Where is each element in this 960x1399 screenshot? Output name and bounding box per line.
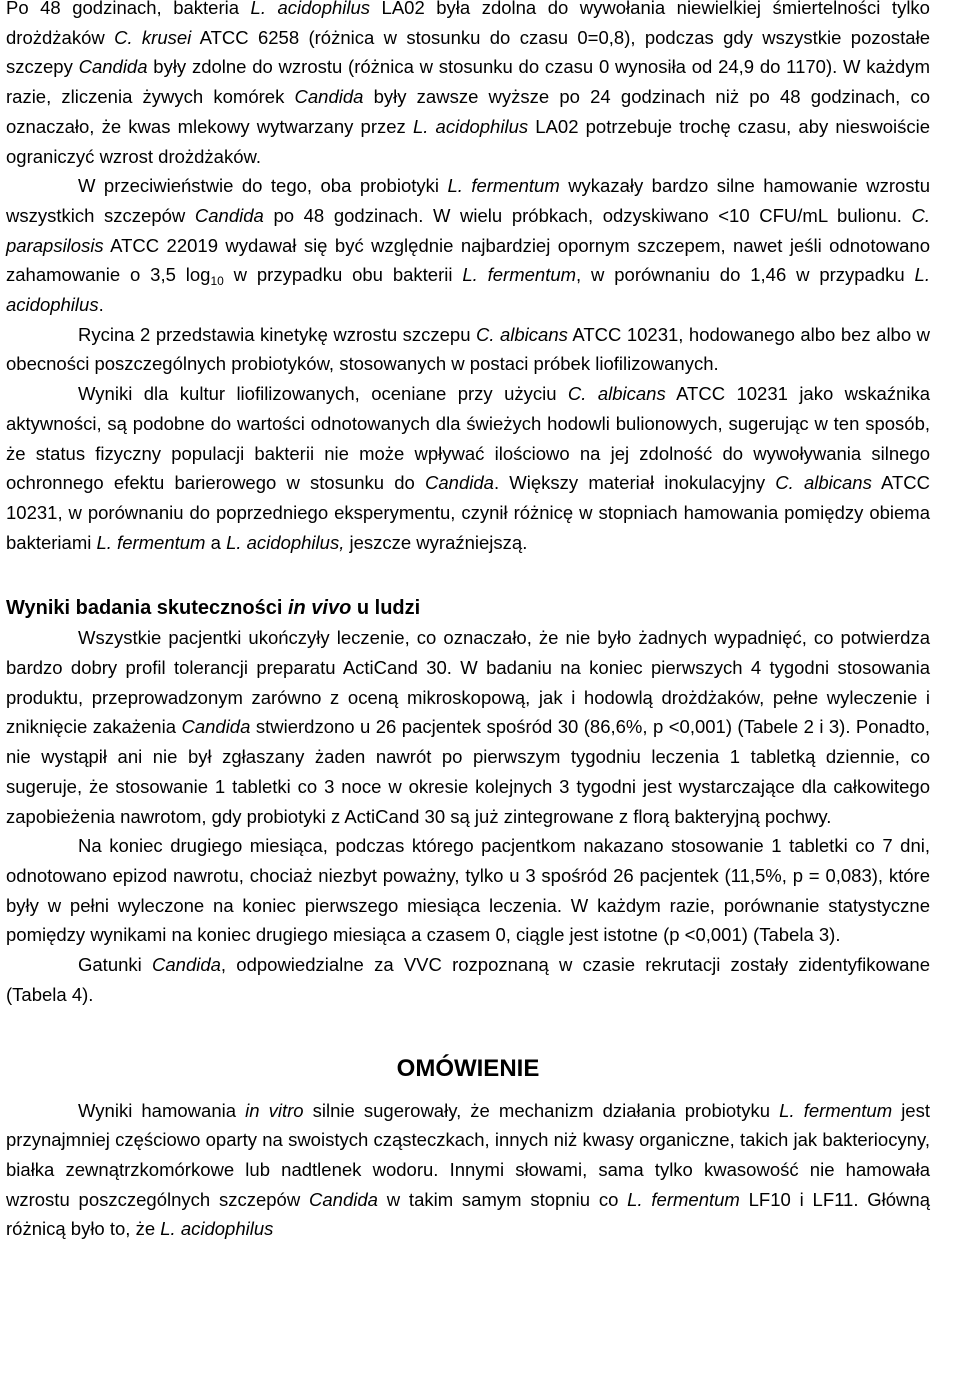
species-name: Candida (425, 472, 494, 494)
text: jest przynajmniej częściowo oparty na swoistych cząsteczkach, innych niż kwasy organiczne, takich jak bakteriocyny, białka zewnątrzkomórkowe lub nadtlenek wodoru. Innymi słowami, sama tylko kwasowość nie hamowała wzrostu poszczególnych szczepów (6, 1099, 930, 1210)
paragraph-2 (6, 171, 930, 320)
text: po 48 godzinach. W wielu próbkach, odzyskiwano <10 CFU/mL bulionu. (263, 204, 912, 226)
text: . Większy materiał inokulacyjny (493, 472, 776, 494)
species-name: Candida (152, 954, 221, 976)
text: Wyniki hamowania (78, 1099, 246, 1121)
text: Na koniec drugiego miesiąca, podczas którego pacjentkom nakazano stosowanie 1 tabletki co 7 dni, odnotowano epizod nawrotu, chociaż niezbyt poważny, tylko u 3 spośród 26 pacjentek (11,5%, p = 0,083), które były w pełni wyleczone na koniec pierwszego miesiąca leczenia. W każdym razie, porównanie statystyczne pomiędzy wynikami na koniec drugiego miesiąca a czasem 0, ciągle jest istotne (p <0,001) (Tabela 3). (6, 835, 930, 946)
text: , odpowiedzialne za VVC rozpoznaną w czasie rekrutacji zostały zidentyfikowane (Tabela 4). (6, 954, 930, 1005)
paragraph-4 (6, 379, 930, 557)
species-name: C. albicans (476, 323, 568, 345)
species-name: L. fermentum (462, 264, 577, 286)
species-name: L. acidophilus (6, 264, 930, 316)
species-name: L. acidophilus, (226, 531, 345, 553)
text: Wyniki dla kultur liofilizowanych, oceniane przy użyciu (78, 383, 568, 405)
text: LA02 potrzebuje trochę czasu, aby nieswoiście ograniczyć wzrost drożdżaków. (6, 115, 930, 167)
text: in vivo (287, 597, 352, 620)
species-name: C. albicans (775, 472, 872, 494)
species-name: L. fermentum (779, 1099, 893, 1121)
text: ATCC 10231, hodowanego albo bez albo w obecności poszczególnych probiotyków, stosowanych w postaci próbek liofilizowanych. (6, 323, 930, 375)
species-name: C. krusei (114, 26, 192, 48)
paragraph-6 (6, 831, 930, 950)
paragraph-7 (6, 950, 930, 1009)
text: jeszcze wyraźniejszą. (344, 531, 528, 553)
text: w przypadku obu bakterii (223, 264, 463, 286)
text: ATCC 6258 (różnica w stosunku do czasu 0=0,8), podczas gdy wszystkie pozostałe szczepy (6, 26, 930, 78)
text: u ludzi (351, 597, 421, 620)
species-name: Candida (181, 716, 251, 738)
species-name: L. acidophilus (250, 0, 371, 18)
text: a (205, 531, 227, 553)
text: ATCC 22019 wydawał się być względnie najbardziej opornym szczepem, nawet jeśli odnotowano zahamowanie o 3,5 log (6, 234, 930, 286)
text: in vitro (245, 1099, 304, 1121)
species-name: Candida (78, 56, 148, 78)
text: Po 48 godzinach, bakteria (6, 0, 251, 18)
text: W przeciwieństwie do tego, oba probiotyki (78, 175, 448, 197)
text: Wszystkie pacjentki ukończyły leczenie, co oznaczało, że nie było żadnych wypadnięć, co potwierdza bardzo dobry profil tolerancji preparatu ActiCand 30. W badaniu na koniec pierwszych 4 tygodni stosowania produktu, przeprowadzonym zarówno z oceną mikroskopową, jak i hodowlą drożdżaków, pełne wyleczenie i zniknięcie zakażenia (6, 627, 930, 738)
paragraph-8 (6, 1096, 930, 1245)
document-page (6, 0, 930, 1244)
text: były zawsze wyższe po 24 godzinach niż po 48 godzinach, co oznaczało, że kwas mlekowy wytwarzany przez (6, 86, 930, 137)
text: ATCC 10231 jako wskaźnika aktywności, są podobne do wartości odnotowanych dla świeżych hodowli bulionowych, sugerując w ten sposób, że status fizyczny populacji bakterii nie może wpływać ilościowo na jej zdolność do wywoływania silnego ochronnego efektu barierowego w stosunku do (6, 383, 930, 494)
paragraph-3 (6, 320, 930, 379)
species-name: L. fermentum (447, 175, 560, 197)
text: w takim samym stopniu co (377, 1188, 628, 1210)
species-name: C. parapsilosis (6, 204, 930, 256)
text: wykazały bardzo silne hamowanie wzrostu wszystkich szczepów (6, 175, 930, 226)
section-heading-in-vivo (6, 593, 930, 623)
text: LF10 i LF11. Główną różnicą było to, że (6, 1188, 930, 1240)
text: Gatunki (78, 954, 152, 976)
species-name: L. acidophilus (160, 1218, 274, 1240)
species-name: Candida (309, 1188, 378, 1210)
species-name: C. albicans (567, 383, 666, 405)
species-name: Candida (194, 204, 264, 226)
species-name: L. fermentum (627, 1188, 740, 1210)
text: ATCC 10231, w porównaniu do poprzedniego eksperymentu, czynił różnicę w stopniach hamowania pomiędzy obiema bakteriami (6, 472, 930, 553)
text: stwierdzono u 26 pacjentek spośród 30 (86,6%, p <0,001) (Tabele 2 i 3). Ponadto, nie wystąpił ani nie był zgłaszany żaden nawrót po pierwszym tygodniu leczenia 1 tabletką dziennie, co sugeruje, że stosowanie 1 tabletki co 3 noce w okresie kolejnych 3 tygodni jest wystarczające dla całkowitego zapobieżenia nawrotom, gdy probiotyki z ActiCand 30 są już zintegrowane z florą bakteryjną pochwy. (6, 716, 930, 827)
species-name: L. acidophilus (412, 115, 529, 137)
text: były zdolne do wzrostu (różnica w stosunku do czasu 0 wynosiła od 24,9 do 1170). W każdym razie, zliczenia żywych komórek (6, 56, 930, 108)
text: LA02 była zdolna do wywołania niewielkiej śmiertelności tylko drożdżaków (6, 0, 930, 48)
species-name: L. fermentum (96, 531, 206, 553)
text: silnie sugerowały, że mechanizm działania probiotyku (303, 1099, 780, 1121)
text: . (98, 294, 104, 316)
text: , w porównaniu do 1,46 w przypadku (576, 264, 915, 286)
paragraph-5 (6, 623, 930, 831)
subscript: 10 (210, 274, 224, 289)
text: Rycina 2 przedstawia kinetykę wzrostu szczepu (78, 323, 476, 345)
paragraph-1 (6, 0, 930, 171)
species-name: Candida (294, 86, 364, 108)
text: Wyniki badania skuteczności (6, 597, 288, 620)
section-heading-discussion: OMÓWIENIE (396, 1054, 540, 1082)
